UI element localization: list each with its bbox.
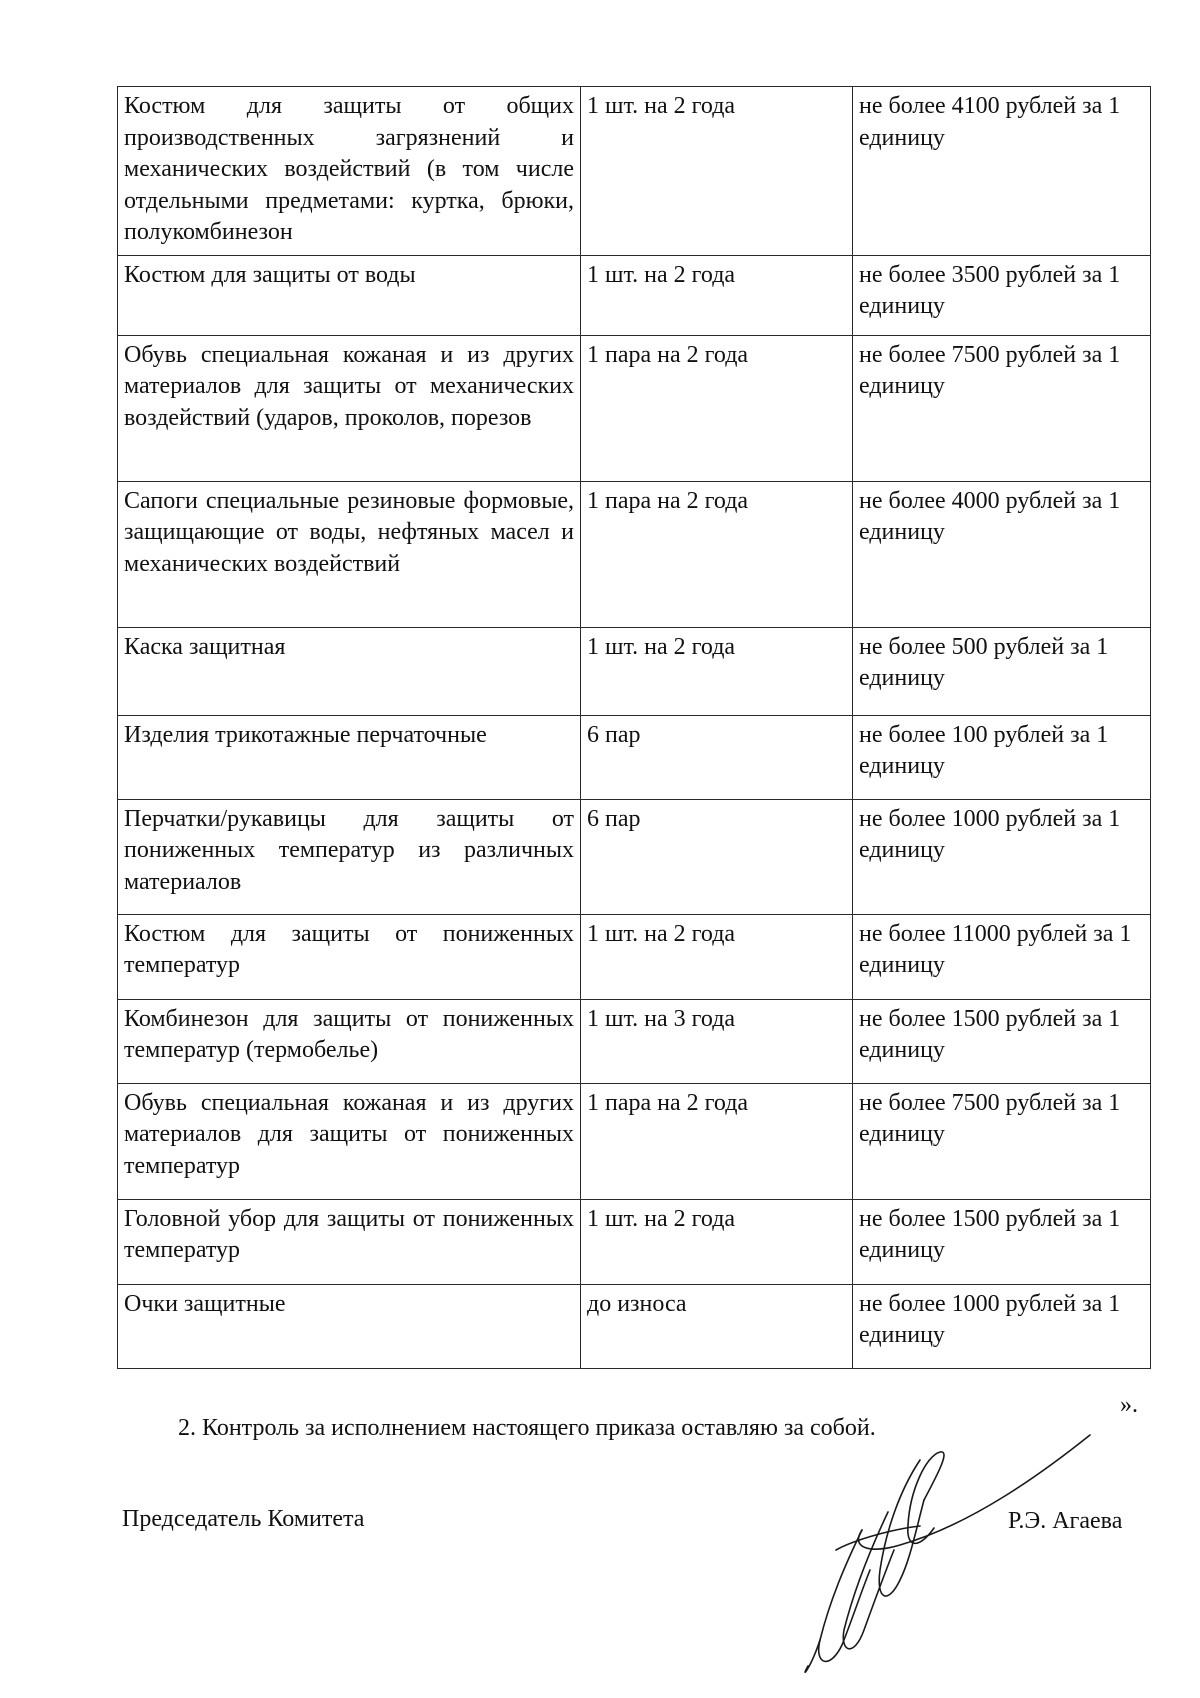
cost-cell: не более 4100 рублей за 1 единицу xyxy=(853,87,1151,256)
table-row xyxy=(118,715,1151,799)
cost-cell: не более 1500 рублей за 1 единицу xyxy=(853,1199,1151,1284)
norm-cell: 1 шт. на 3 года xyxy=(581,999,853,1083)
item-cell: Костюм для защиты от пониженных температур xyxy=(118,914,581,999)
cost-cell: не более 4000 рублей за 1 единицу xyxy=(853,481,1151,627)
signatory-name: Р.Э. Агаева xyxy=(1008,1508,1123,1534)
ppe-norms-table xyxy=(117,86,1151,1369)
item-cell: Костюм для защиты от воды xyxy=(118,255,581,335)
table-row xyxy=(118,627,1151,715)
item-cell: Перчатки/рукавицы для защиты от пониженных температур из различных материалов xyxy=(118,799,581,914)
norm-cell: 1 шт. на 2 года xyxy=(581,914,853,999)
norm-cell: 1 пара на 2 года xyxy=(581,1083,853,1199)
table-row xyxy=(118,335,1151,481)
handwritten-signature-icon xyxy=(790,1430,1110,1690)
table-row xyxy=(118,999,1151,1083)
item-cell: Костюм для защиты от общих производственных загрязнений и механических воздействий (в том числе отдельными предметами: куртка, брюки, полукомбинезон xyxy=(118,87,581,256)
closing-quote: ». xyxy=(1120,1392,1138,1418)
norm-cell: 1 шт. на 2 года xyxy=(581,255,853,335)
cost-cell: не более 1000 рублей за 1 единицу xyxy=(853,1284,1151,1368)
cost-cell: не более 11000 рублей за 1 единицу xyxy=(853,914,1151,999)
norm-cell: 1 шт. на 2 года xyxy=(581,1199,853,1284)
item-cell: Головной убор для защиты от пониженных температур xyxy=(118,1199,581,1284)
item-cell: Изделия трикотажные перчаточные xyxy=(118,715,581,799)
table-row xyxy=(118,1284,1151,1368)
table-row xyxy=(118,914,1151,999)
table-row xyxy=(118,255,1151,335)
table-row xyxy=(118,1199,1151,1284)
item-cell: Каска защитная xyxy=(118,627,581,715)
cost-cell: не более 100 рублей за 1 единицу xyxy=(853,715,1151,799)
item-cell: Очки защитные xyxy=(118,1284,581,1368)
table-row xyxy=(118,481,1151,627)
item-cell: Сапоги специальные резиновые формовые, защищающие от воды, нефтяных масел и механических воздействий xyxy=(118,481,581,627)
norm-cell: 6 пар xyxy=(581,715,853,799)
cost-cell: не более 1000 рублей за 1 единицу xyxy=(853,799,1151,914)
norm-cell: 1 пара на 2 года xyxy=(581,481,853,627)
table-row xyxy=(118,1083,1151,1199)
norm-cell: 1 шт. на 2 года xyxy=(581,87,853,256)
cost-cell: не более 7500 рублей за 1 единицу xyxy=(853,335,1151,481)
norm-cell: 1 пара на 2 года xyxy=(581,335,853,481)
table-body xyxy=(118,87,1151,1369)
norm-cell: до износа xyxy=(581,1284,853,1368)
norm-cell: 1 шт. на 2 года xyxy=(581,627,853,715)
table-row xyxy=(118,87,1151,256)
signatory-position: Председатель Комитета xyxy=(122,1506,365,1532)
norm-cell: 6 пар xyxy=(581,799,853,914)
table-row xyxy=(118,799,1151,914)
item-cell: Комбинезон для защиты от пониженных температур (термобелье) xyxy=(118,999,581,1083)
cost-cell: не более 500 рублей за 1 единицу xyxy=(853,627,1151,715)
item-cell: Обувь специальная кожаная и из других материалов для защиты от пониженных температур xyxy=(118,1083,581,1199)
clause-2-text: 2. Контроль за исполнением настоящего приказа оставляю за собой. xyxy=(178,1415,876,1441)
cost-cell: не более 1500 рублей за 1 единицу xyxy=(853,999,1151,1083)
cost-cell: не более 7500 рублей за 1 единицу xyxy=(853,1083,1151,1199)
cost-cell: не более 3500 рублей за 1 единицу xyxy=(853,255,1151,335)
item-cell: Обувь специальная кожаная и из других материалов для защиты от механических воздействий (ударов, проколов, порезов xyxy=(118,335,581,481)
